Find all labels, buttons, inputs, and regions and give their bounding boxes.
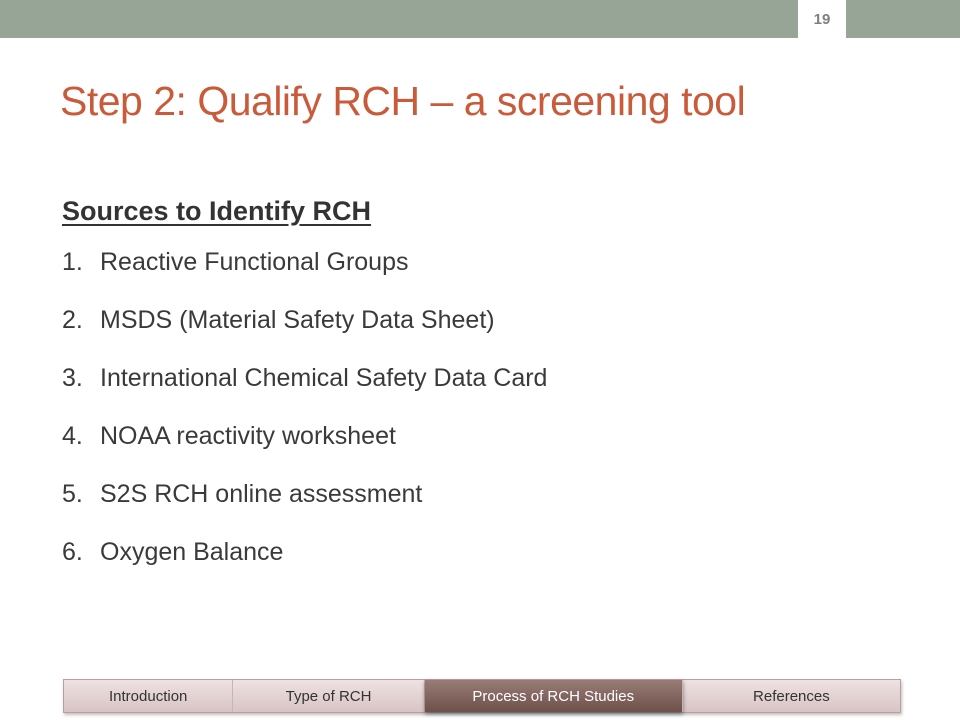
list-item-number: 3. <box>62 364 83 392</box>
nav-tab-process-of-rch-studies[interactable]: Process of RCH Studies <box>425 680 683 712</box>
slide-number: 19 <box>798 0 846 38</box>
list-item-text: S2S RCH online assessment <box>100 480 423 508</box>
list-item-text: Reactive Functional Groups <box>100 248 409 276</box>
list-item-text: NOAA reactivity worksheet <box>100 422 396 450</box>
list-item <box>62 538 547 596</box>
top-bar <box>0 0 960 38</box>
list-item <box>62 480 547 538</box>
list-item <box>62 306 547 364</box>
list-item <box>62 364 547 422</box>
list-item-number: 1. <box>62 248 83 276</box>
slide-title: Step 2: Qualify RCH – a screening tool <box>60 78 746 124</box>
section-nav-bar <box>63 679 901 713</box>
list-item-number: 2. <box>62 306 83 334</box>
nav-tab-introduction[interactable]: Introduction <box>64 680 233 712</box>
sources-list <box>62 248 547 596</box>
list-item-text: Oxygen Balance <box>100 538 284 566</box>
list-item-text: MSDS (Material Safety Data Sheet) <box>100 306 495 334</box>
list-item-number: 6. <box>62 538 83 566</box>
nav-tab-type-of-rch[interactable]: Type of RCH <box>233 680 424 712</box>
list-item-number: 4. <box>62 422 83 450</box>
section-heading: Sources to Identify RCH <box>62 196 372 226</box>
list-item <box>62 422 547 480</box>
list-item-text: International Chemical Safety Data Card <box>100 364 548 392</box>
list-item-number: 5. <box>62 480 83 508</box>
nav-tab-references[interactable]: References <box>753 687 830 705</box>
list-item <box>62 248 547 306</box>
